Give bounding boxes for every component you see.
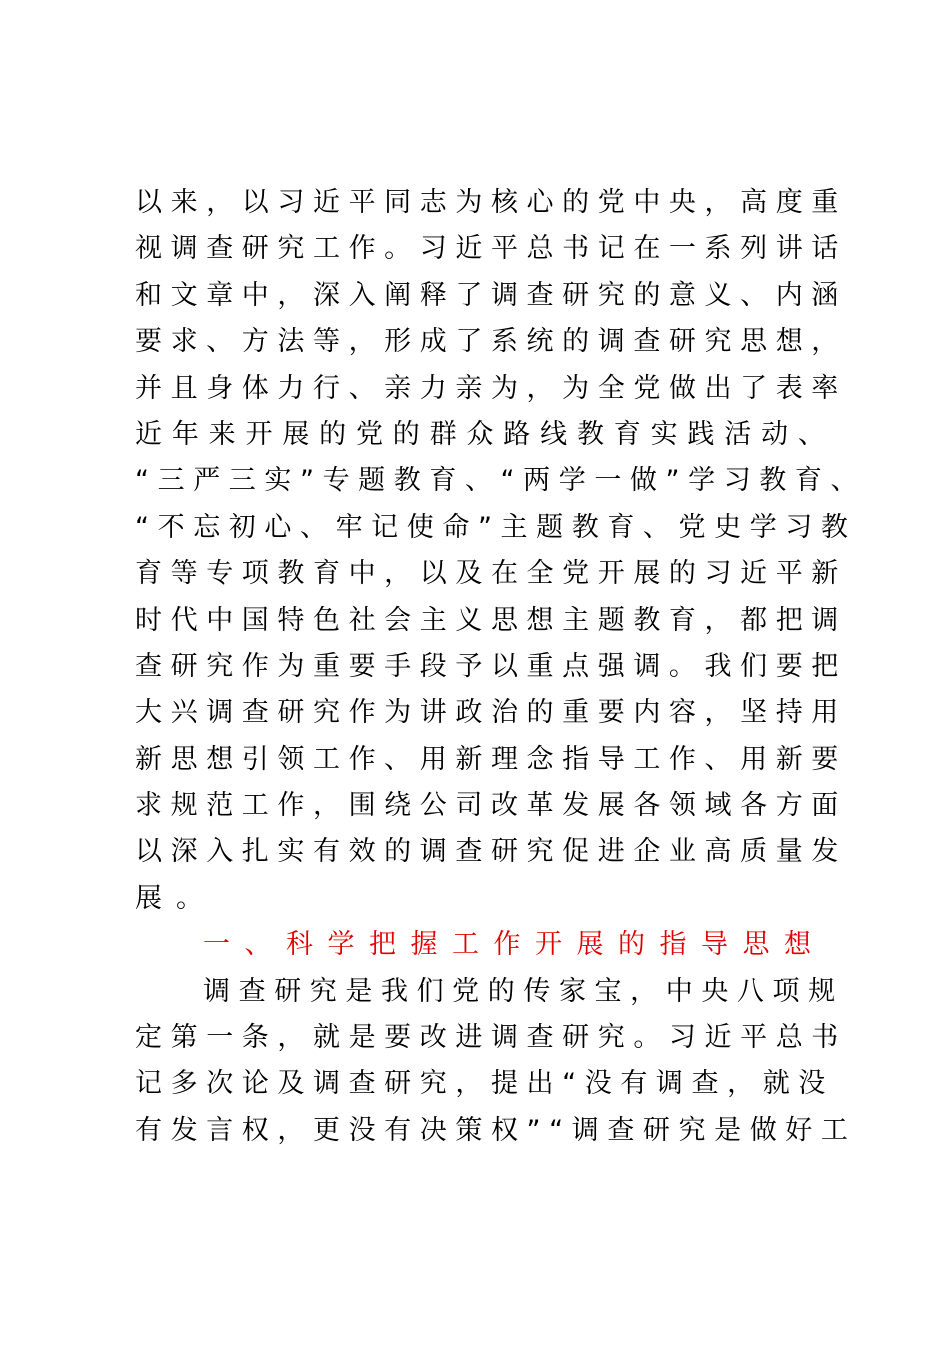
text-line: 要 求 、 方 法 等 ， 形 成 了 系 统 的 调 查 研 究 思 想 ， — [135, 326, 839, 358]
text-line: 定 第 一 条 ， 就 是 要 改 进 调 查 研 究 。 习 近 平 总 书 — [135, 1022, 839, 1054]
text-line: 记 多 次 论 及 调 查 研 究 ， 提 出 “ 没 有 调 查 ， 就 没 — [135, 1068, 826, 1100]
text-line: “ 不 忘 初 心 、 牢 记 使 命 ” 主 题 教 育 、 党 史 学 习 教 — [135, 511, 848, 543]
text-line: “ 三 严 三 实 ” 专 题 教 育 、 “ 两 学 一 做 ” 学 习 教 育 、 — [135, 465, 858, 497]
text-line: 并 且 身 体 力 行 、 亲 力 亲 为 ， 为 全 党 做 出 了 表 率 — [135, 372, 839, 404]
text-line: 和 文 章 中 ， 深 入 阐 释 了 调 查 研 究 的 意 义 、 内 涵 — [135, 279, 839, 311]
text-line: 新 思 想 引 领 工 作 、 用 新 理 念 指 导 工 作 、 用 新 要 — [135, 743, 839, 775]
text-line: 育 等 专 项 教 育 中 ， 以 及 在 全 党 开 展 的 习 近 平 新 — [135, 558, 839, 590]
text-line: 以 来 ， 以 习 近 平 同 志 为 核 心 的 党 中 央 ， 高 度 重 — [135, 187, 839, 218]
text-line: 展。 — [135, 882, 217, 914]
text-line: 时 代 中 国 特 色 社 会 主 义 思 想 主 题 教 育 ， 都 把 调 — [135, 604, 839, 636]
text-line: 视 调 查 研 究 工 作 。 习 近 平 总 书 记 在 一 系 列 讲 话 — [135, 233, 839, 265]
text-line: 近 年 来 开 展 的 党 的 群 众 路 线 教 育 实 践 活 动 、 — [135, 418, 825, 450]
text-line: 大 兴 调 查 研 究 作 为 讲 政 治 的 重 要 内 容 ， 坚 持 用 — [135, 697, 839, 729]
section-heading: 一、科学把握工作开展的指导思想 — [203, 929, 826, 961]
text-line: 查 研 究 作 为 重 要 手 段 予 以 重 点 强 调 。 我 们 要 把 — [135, 650, 839, 682]
text-line: 求 规 范 工 作 ， 围 绕 公 司 改 革 发 展 各 领 域 各 方 面 — [135, 790, 839, 822]
text-line: 调 查 研 究 是 我 们 党 的 传 家 宝 ， 中 央 八 项 规 — [203, 975, 836, 1007]
paragraph-1 — [135, 180, 858, 1154]
text-line: 以 深 入 扎 实 有 效 的 调 查 研 究 促 进 企 业 高 质 量 发 — [135, 836, 839, 868]
text-line: 有 发 言 权 ， 更 没 有 决 策 权 ” “ 调 查 研 究 是 做 好 工 — [135, 1114, 848, 1146]
